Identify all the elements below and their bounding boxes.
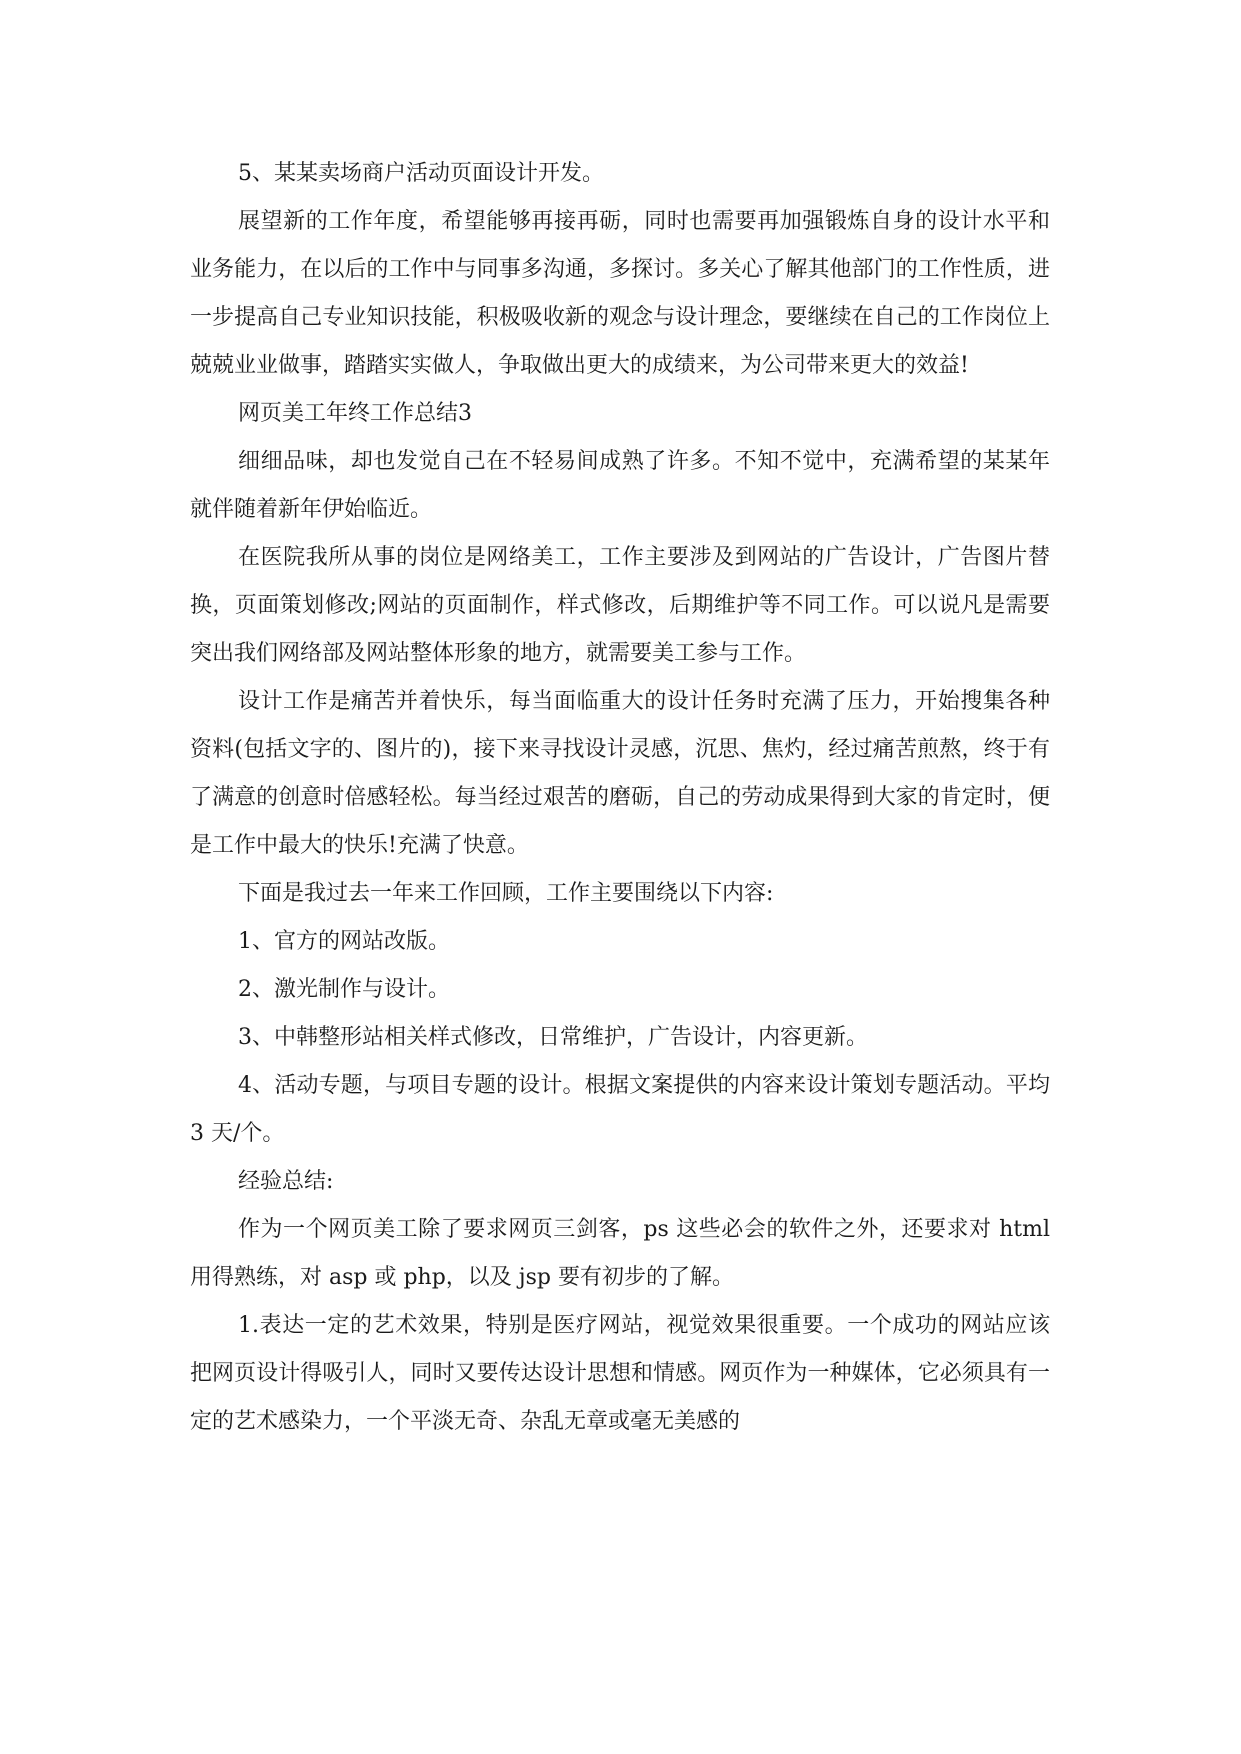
- list-item: 1、官方的网站改版。: [238, 929, 450, 954]
- section-heading: 网页美工年终工作总结3: [238, 401, 472, 426]
- list-item: 2、激光制作与设计。: [238, 977, 450, 1002]
- paragraph-design-work: 设计工作是痛苦并着快乐，每当面临重大的设计任务时充满了压力，开始搜集各种资料(包括文字的、图片的)，接下来寻找设计灵感，沉思、焦灼，经过痛苦煎熬，终于有了满意的创意时倍感轻松。每当经过艰苦的磨砺，自己的劳动成果得到大家的肯定时，便是工作中最大的快乐!充满了快意。: [190, 689, 1050, 858]
- paragraph-review-intro: 下面是我过去一年来工作回顾，工作主要围绕以下内容:: [238, 881, 774, 906]
- list-item: 3、中韩整形站相关样式修改，日常维护，广告设计，内容更新。: [238, 1025, 868, 1050]
- paragraph-art-effect: 1.表达一定的艺术效果，特别是医疗网站，视觉效果很重要。一个成功的网站应该把网页设计得吸引人，同时又要传达设计思想和情感。网页作为一种媒体，它必须具有一定的艺术感染力，一个平淡无奇、杂乱无章或毫无美感的: [190, 1313, 1050, 1434]
- paragraph-skills: 作为一个网页美工除了要求网页三剑客，ps 这些必会的软件之外，还要求对 html 用得熟练，对 asp 或 php，以及 jsp 要有初步的了解。: [190, 1217, 1050, 1290]
- paragraph-intro: 细细品味，却也发觉自己在不轻易间成熟了许多。不知不觉中，充满希望的某某年就伴随着新年伊始临近。: [190, 449, 1050, 522]
- subheading-experience: 经验总结:: [238, 1169, 334, 1194]
- paragraph-outlook: 展望新的工作年度，希望能够再接再砺，同时也需要再加强锻炼自身的设计水平和业务能力，在以后的工作中与同事多沟通，多探讨。多关心了解其他部门的工作性质，进一步提高自己专业知识技能，积极吸收新的观念与设计理念，要继续在自己的工作岗位上兢兢业业做事，踏踏实实做人，争取做出更大的成绩来，为公司带来更大的效益!: [190, 209, 1050, 378]
- list-item: 4、活动专题，与项目专题的设计。根据文案提供的内容来设计策划专题活动。平均 3 天/个。: [190, 1073, 1050, 1146]
- paragraph-role: 在医院我所从事的岗位是网络美工，工作主要涉及到网站的广告设计，广告图片替换，页面策划修改;网站的页面制作，样式修改，后期维护等不同工作。可以说凡是需要突出我们网络部及网站整体形象的地方，就需要美工参与工作。: [190, 545, 1050, 666]
- document-body: [190, 150, 1050, 1446]
- paragraph-item-5: 5、某某卖场商户活动页面设计开发。: [238, 161, 604, 186]
